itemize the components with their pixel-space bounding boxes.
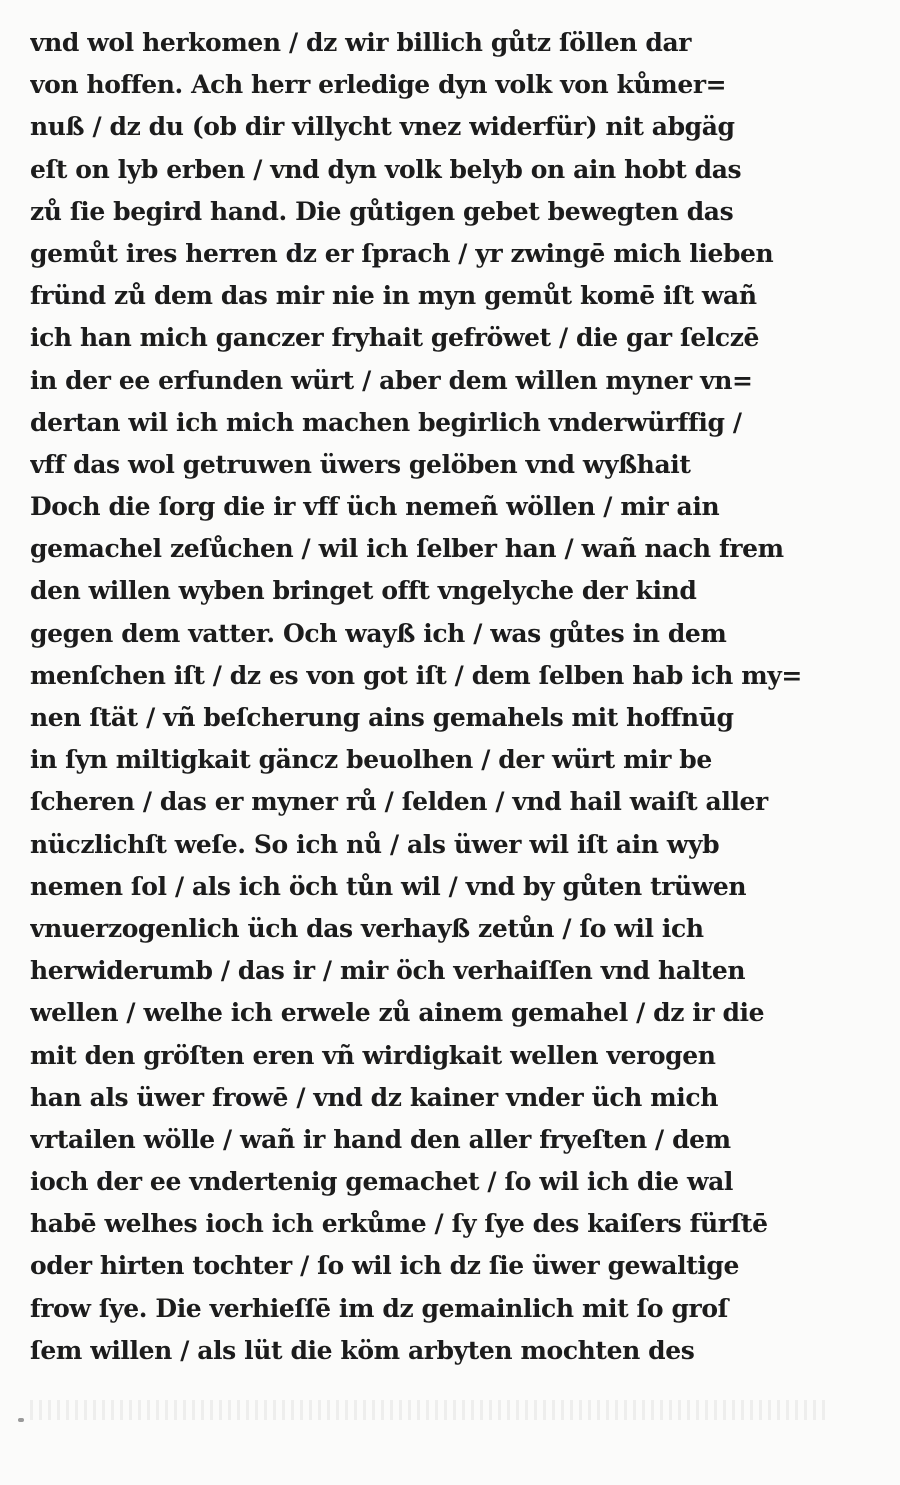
text-line-11: vff das wol getruwen üwers gelöben vnd wyßhait <box>30 449 691 479</box>
text-line-3: nuß / dz du (ob dir villycht vnez widerfür) nit abgäg <box>30 112 735 142</box>
blackletter-text-block <box>30 22 842 1372</box>
text-line-13: gemachel zeſůchen / wil ich ſelber han / wañ nach frem <box>30 534 784 564</box>
text-line-22: vnuerzogenlich üch das verhayß zetůn / ſo wil ich <box>30 913 704 943</box>
bottom-bleed-smudge <box>30 1400 830 1420</box>
text-line-5: zů ſie begird hand. Die gůtigen gebet bewegten das <box>30 196 734 226</box>
text-line-14: den willen wyben bringet offt vngelyche der kind <box>30 576 697 606</box>
text-line-12: Doch die ſorg die ir vff üch nemeñ wöllen / mir ain <box>30 492 720 522</box>
text-line-27: vrtailen wölle / wañ ir hand den aller fryeſten / dem <box>30 1124 731 1154</box>
margin-speck <box>18 1418 24 1422</box>
text-line-6: gemůt ires herren dz er ſprach / yr zwingē mich lieben <box>30 238 774 268</box>
text-line-18: in ſyn miltigkait gäncz beuolhen / der würt mir be <box>30 745 712 775</box>
text-line-24: wellen / welhe ich erwele zů ainem gemahel / dz ir die <box>30 998 765 1028</box>
text-line-21: nemen ſol / als ich öch tůn wil / vnd by gůten trüwen <box>30 871 747 901</box>
text-line-28: ioch der ee vndertenig gemachet / ſo wil ich die wal <box>30 1167 734 1197</box>
text-line-32: ſem willen / als lüt die köm arbyten mochten des <box>30 1335 695 1365</box>
text-line-2: von hoffen. Ach herr erledige dyn volk von kůmer= <box>30 70 727 100</box>
text-line-7: fründ zů dem das mir nie in myn gemůt komē iſt wañ <box>30 281 757 311</box>
text-line-9: in der ee erfunden würt / aber dem willen myner vn= <box>30 365 753 395</box>
text-line-29: habē welhes ioch ich erkůme / ſy ſye des kaiſers fürſtē <box>30 1209 768 1239</box>
text-line-1: vnd wol herkomen / dz wir billich gůtz ſöllen dar <box>30 28 692 57</box>
text-line-23: herwiderumb / das ir / mir öch verhaiſſen vnd halten <box>30 956 746 986</box>
text-line-30: oder hirten tochter / ſo wil ich dz ſie üwer gewaltige <box>30 1251 740 1281</box>
text-line-10: dertan wil ich mich machen begirlich vnderwürffig / <box>30 407 742 437</box>
text-line-26: han als üwer frowē / vnd dz kainer vnder üch mich <box>30 1082 719 1112</box>
text-line-19: ſcheren / das er myner rů / ſelden / vnd hail waiſt aller <box>30 787 768 817</box>
text-line-4: eſt on lyb erben / vnd dyn volk belyb on ain hobt das <box>30 154 742 184</box>
text-line-16: menſchen iſt / dz es von got iſt / dem ſelben hab ich my= <box>30 660 802 690</box>
text-line-31: frow ſye. Die verhieſſē im dz gemainlich mit ſo groſ <box>30 1293 728 1323</box>
text-line-8: ich han mich ganczer fryhait gefröwet / die gar ſelczē <box>30 323 760 353</box>
text-line-17: nen ſtät / vñ beſcherung ains gemahels mit hoffnūg <box>30 703 734 732</box>
text-line-15: gegen dem vatter. Och wayß ich / was gůtes in dem <box>30 618 727 648</box>
text-line-20: nüczlichſt weſe. So ich nů / als üwer wil iſt ain wyb <box>30 829 720 859</box>
text-line-25: mit den gröſten eren vñ wirdigkait wellen verogen <box>30 1040 716 1070</box>
